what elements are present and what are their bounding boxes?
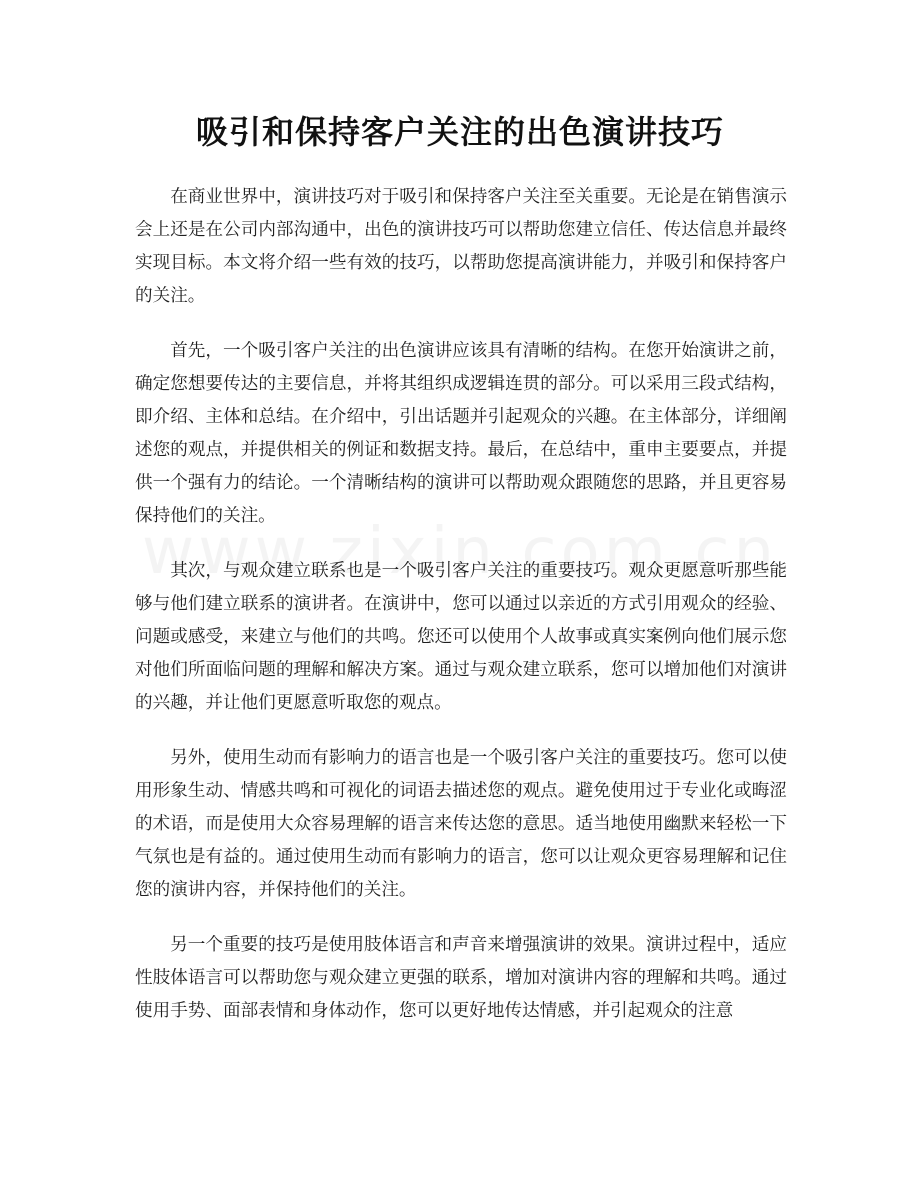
- paragraph-connection: 其次，与观众建立联系也是一个吸引客户关注的重要技巧。观众更愿意听那些能够与他们建立联系的演讲者。在演讲中，您可以通过以亲近的方式引用观众的经验、问题或感受，来建立与他们的共鸣。您还可以使用个人故事或真实案例向他们展示您对他们所面临问题的理解和解决方案。通过与观众建立联系，您可以增加他们对演讲的兴趣，并让他们更愿意听取您的观点。: [135, 561, 787, 713]
- paragraph-language: 另外，使用生动而有影响力的语言也是一个吸引客户关注的重要技巧。您可以使用形象生动、情感共鸣和可视化的词语去描述您的观点。避免使用过于专业化或晦涩的术语，而是使用大众容易理解的语言来传达您的意思。适当地使用幽默来轻松一下气氛也是有益的。通过使用生动而有影响力的语言，您可以让观众更容易理解和记住您的演讲内容，并保持他们的关注。: [135, 748, 787, 900]
- paragraph-structure: 首先，一个吸引客户关注的出色演讲应该具有清晰的结构。在您开始演讲之前，确定您想要传达的主要信息，并将其组织成逻辑连贯的部分。可以采用三段式结构，即介绍、主体和总结。在介绍中，引出话题并引起观众的兴趣。在主体部分，详细阐述您的观点，并提供相关的例证和数据支持。最后，在总结中，重申主要要点，并提供一个强有力的结论。一个清晰结构的演讲可以帮助观众跟随您的思路，并且更容易保持他们的关注。: [135, 341, 787, 526]
- paragraph-intro: 在商业世界中，演讲技巧对于吸引和保持客户关注至关重要。无论是在销售演示会上还是在公司内部沟通中，出色的演讲技巧可以帮助您建立信任、传达信息并最终实现目标。本文将介绍一些有效的技巧，以帮助您提高演讲能力，并吸引和保持客户的关注。: [135, 187, 787, 306]
- paragraph-body-language: 另一个重要的技巧是使用肢体语言和声音来增强演讲的效果。演讲过程中，适应性肢体语言可以帮助您与观众建立更强的联系，增加对演讲内容的理解和共鸣。通过使用手势、面部表情和身体动作，您可以更好地传达情感，并引起观众的注意: [135, 935, 787, 1021]
- document-body: [135, 181, 787, 1050]
- page-title: 吸引和保持客户关注的出色演讲技巧: [195, 113, 724, 151]
